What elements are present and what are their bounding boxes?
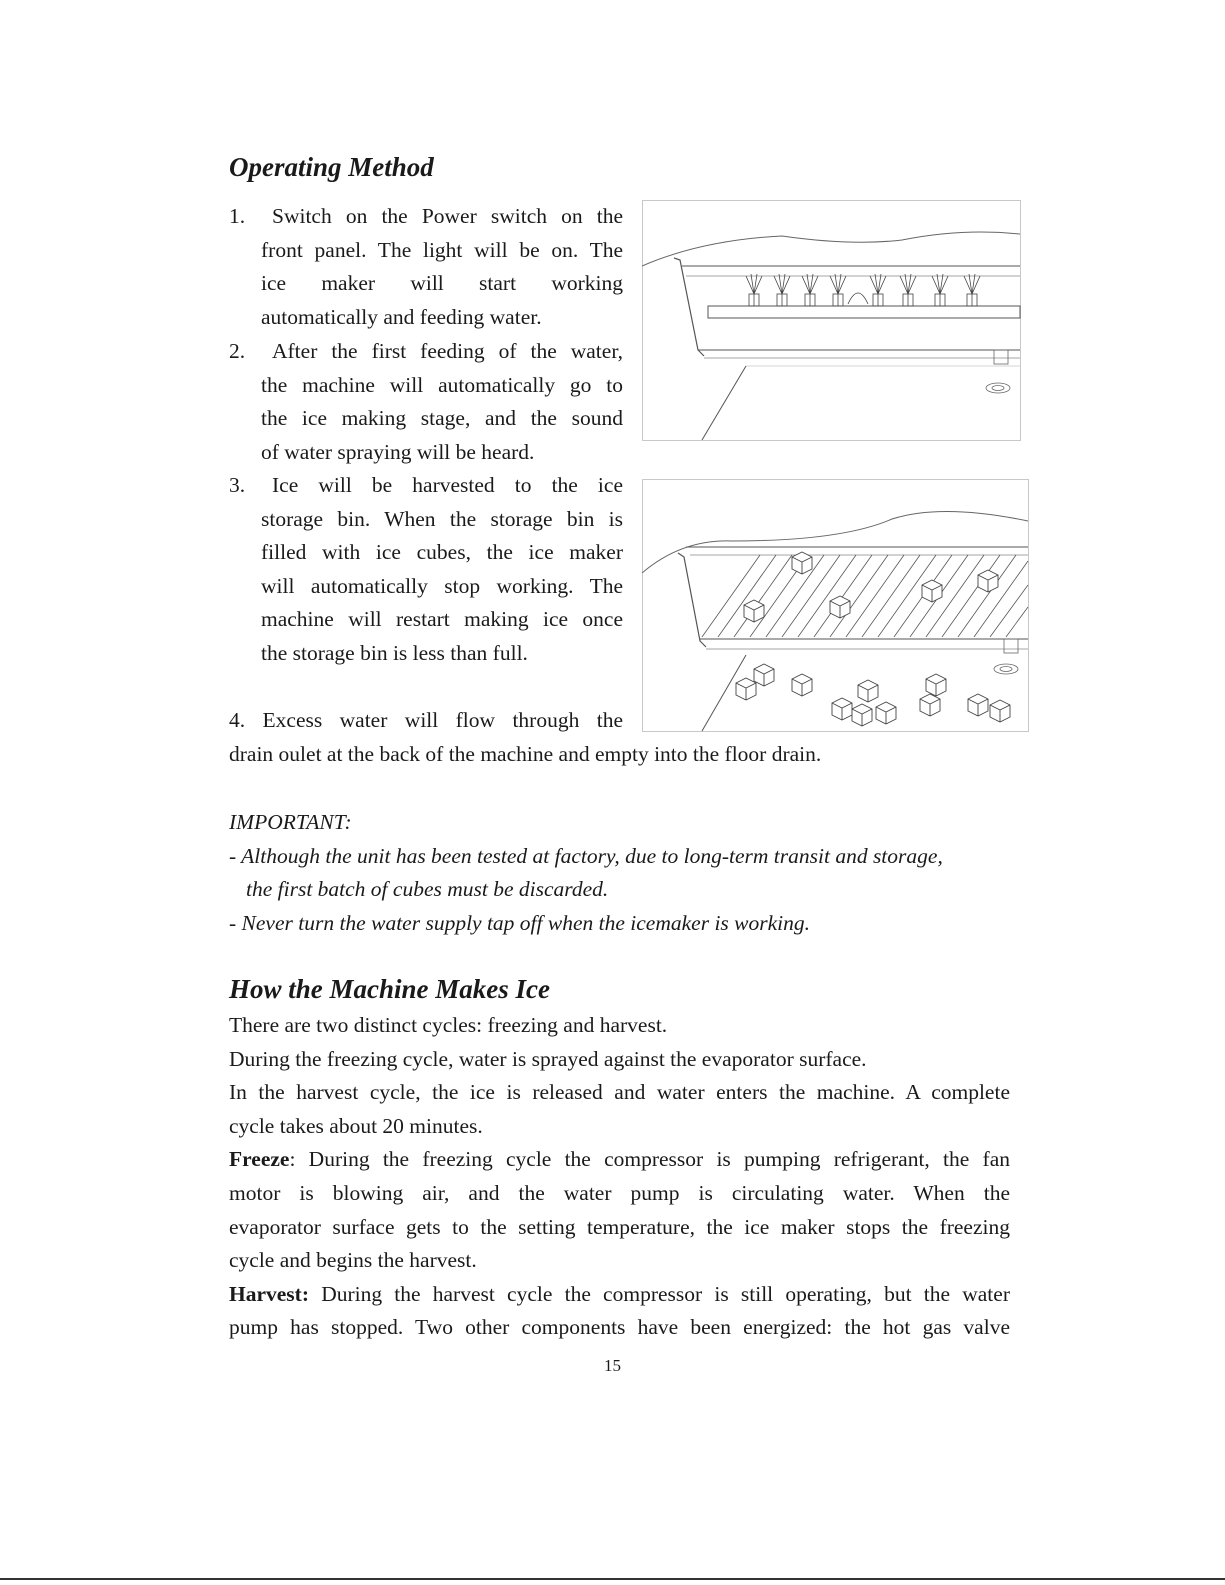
step-2-line: the ice making stage, and the sound bbox=[261, 406, 623, 431]
step-3-line: filled with ice cubes, the ice maker bbox=[261, 540, 623, 565]
step-3-line: machine will restart making ice once bbox=[261, 607, 623, 632]
section-title-operating-method: Operating Method bbox=[229, 152, 434, 182]
step-2-line: the machine will automatically go to bbox=[261, 372, 623, 397]
page-bottom-edge bbox=[0, 1578, 1225, 1580]
step-3-number: 3. bbox=[229, 473, 246, 497]
important-note bbox=[229, 806, 943, 940]
step-2-line: of water spraying will be heard. bbox=[261, 439, 535, 464]
page-number: 15 bbox=[604, 1356, 621, 1375]
section-2-body bbox=[229, 1009, 1010, 1345]
step-1-line: Switch on the Power switch on the bbox=[272, 204, 623, 228]
freeze-paragraph-line bbox=[229, 1143, 1010, 1177]
step-4-line-1: Excess water will flow through the bbox=[262, 708, 624, 732]
important-label: IMPORTANT: bbox=[229, 810, 352, 834]
step-1-line: front panel. The light will be on. The bbox=[261, 237, 623, 262]
step-1-number: 1. bbox=[229, 204, 246, 228]
step-4-line bbox=[229, 704, 623, 738]
intro-line: During the freezing cycle, water is sprayed against the evaporator surface. bbox=[229, 1046, 867, 1071]
intro-line: In the harvest cycle, the ice is released and water enters the machine. A complete bbox=[229, 1080, 1010, 1105]
step-4-number: 4. bbox=[229, 708, 246, 732]
step-1-text bbox=[261, 200, 623, 334]
freeze-paragraph-line: motor is blowing air, and the water pump is circulating water. When the bbox=[229, 1180, 1010, 1205]
step-3-line: storage bin. When the storage bin is bbox=[261, 506, 623, 531]
important-note-1: - Although the unit has been tested at factory, due to long-term transit and storage, bbox=[229, 843, 943, 868]
intro-line: There are two distinct cycles: freezing and harvest. bbox=[229, 1013, 668, 1037]
harvest-paragraph-line bbox=[229, 1278, 1010, 1312]
freeze-paragraph-line: cycle and begins the harvest. bbox=[229, 1248, 477, 1273]
figure-ice-harvest bbox=[642, 479, 1030, 733]
step-1-line: automatically and feeding water. bbox=[261, 304, 542, 329]
step-3-line: Ice will be harvested to the ice bbox=[272, 473, 623, 497]
section-title-how-machine-makes-ice: How the Machine Makes Ice bbox=[229, 974, 550, 1004]
freeze-paragraph-line: evaporator surface gets to the setting temperature, the ice maker stops the freezing bbox=[229, 1214, 1010, 1239]
step-2-number: 2. bbox=[229, 339, 246, 363]
harvest-line-1: During the harvest cycle the compressor is still operating, but the water bbox=[309, 1281, 1010, 1306]
step-1-line: ice maker will start working bbox=[261, 271, 623, 296]
step-3-text bbox=[261, 469, 623, 671]
step-3-line: the storage bin is less than full. bbox=[261, 640, 528, 665]
harvest-paragraph-line: pump has stopped. Two other components have been energized: the hot gas valve bbox=[229, 1315, 1010, 1340]
important-note-2: - Never turn the water supply tap off when the icemaker is working. bbox=[229, 910, 811, 935]
freeze-line-1: : During the freezing cycle the compressor is pumping refrigerant, the fan bbox=[289, 1147, 1010, 1172]
step-3-line: will automatically stop working. The bbox=[261, 573, 623, 598]
step-2-line: After the first feeding of the water, bbox=[272, 339, 623, 363]
freeze-label: Freeze bbox=[229, 1147, 290, 1172]
important-note-1-cont: the first batch of cubes must be discarded. bbox=[246, 877, 609, 902]
figure-water-spraying bbox=[642, 200, 1022, 442]
harvest-label: Harvest: bbox=[229, 1281, 309, 1306]
step-2-text bbox=[261, 335, 623, 469]
intro-line: cycle takes about 20 minutes. bbox=[229, 1113, 483, 1138]
step-4-line: drain oulet at the back of the machine and empty into the floor drain. bbox=[229, 741, 822, 766]
